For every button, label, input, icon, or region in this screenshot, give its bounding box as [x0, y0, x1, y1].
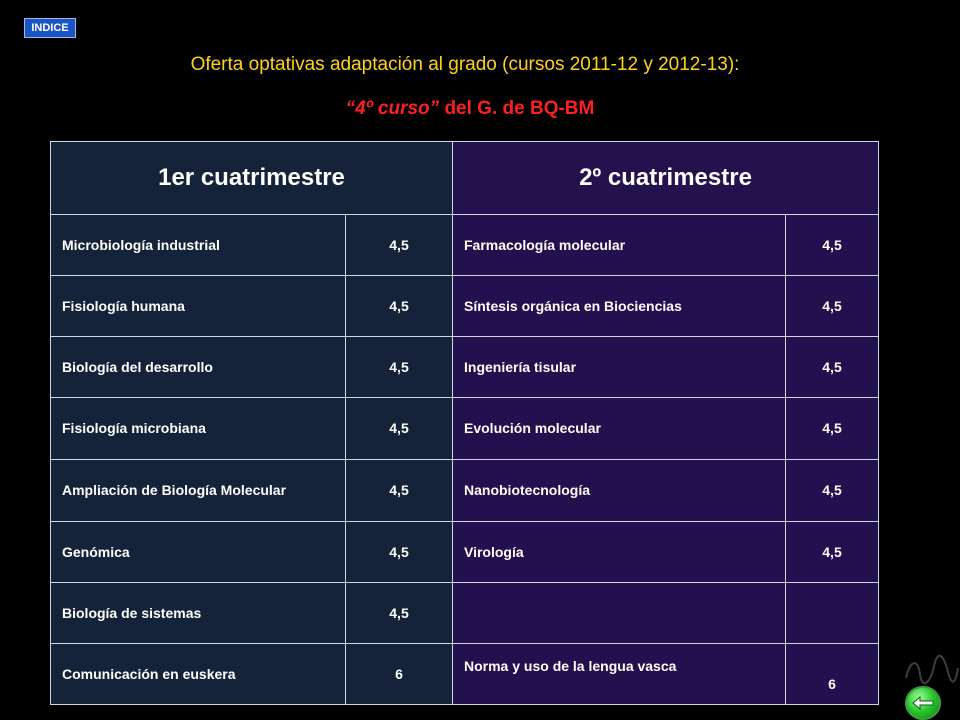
subject-credits: 4,5 [786, 337, 879, 398]
subject-credits: 6 [346, 643, 453, 704]
subject-credits-empty [786, 582, 879, 643]
subject-name: Farmacología molecular [453, 215, 786, 276]
subject-credits: 4,5 [786, 276, 879, 337]
subject-credits: 4,5 [786, 215, 879, 276]
subject-name: Genómica [51, 521, 346, 582]
subject-name: Norma y uso de la lengua vasca [453, 643, 786, 704]
header-first-semester: 1er cuatrimestre [51, 142, 453, 215]
subject-credits: 4,5 [346, 582, 453, 643]
subject-name: Microbiología industrial [51, 215, 346, 276]
header-second-semester: 2º cuatrimestre [453, 142, 879, 215]
subject-credits: 4,5 [346, 337, 453, 398]
optativas-table [50, 141, 879, 705]
subject-name: Fisiología humana [51, 276, 346, 337]
decorative-scribble [900, 648, 960, 692]
table-row [51, 398, 879, 459]
page-title: Oferta optativas adaptación al grado (cursos 2011-12 y 2012-13): [190, 54, 740, 75]
table-row [51, 582, 879, 643]
table-row [51, 215, 879, 276]
subject-name: Biología de sistemas [51, 582, 346, 643]
subtitle-course: 4º curso [355, 98, 430, 119]
indice-button[interactable]: INDICE [24, 18, 76, 38]
table-row [51, 337, 879, 398]
back-arrow-icon [911, 695, 935, 711]
subject-name: Nanobiotecnología [453, 459, 786, 521]
subject-name: Fisiología microbiana [51, 398, 346, 459]
subject-name: Síntesis orgánica en Biociencias [453, 276, 786, 337]
subject-credits: 4,5 [346, 215, 453, 276]
subtitle-degree: del G. de BQ-BM [439, 98, 595, 119]
table-row [51, 459, 879, 521]
subject-credits: 6 [786, 643, 879, 704]
subject-name: Virología [453, 521, 786, 582]
subject-name: Biología del desarrollo [51, 337, 346, 398]
subject-name: Evolución molecular [453, 398, 786, 459]
subject-credits: 4,5 [786, 398, 879, 459]
table-row [51, 521, 879, 582]
page-subtitle [0, 98, 940, 120]
subject-name: Ampliación de Biología Molecular [51, 459, 346, 521]
subject-credits: 4,5 [346, 398, 453, 459]
subtitle-quote-close: ” [429, 98, 440, 119]
subject-credits: 4,5 [346, 521, 453, 582]
table-row [51, 276, 879, 337]
subject-credits: 4,5 [786, 521, 879, 582]
subtitle-quote-open: “ [345, 98, 356, 119]
back-button[interactable] [905, 686, 941, 720]
subject-credits: 4,5 [346, 276, 453, 337]
subject-credits: 4,5 [346, 459, 453, 521]
subject-name: Ingeniería tisular [453, 337, 786, 398]
subject-name: Comunicación en euskera [51, 643, 346, 704]
subject-credits: 4,5 [786, 459, 879, 521]
subject-name-empty [453, 582, 786, 643]
table-row [51, 643, 879, 704]
